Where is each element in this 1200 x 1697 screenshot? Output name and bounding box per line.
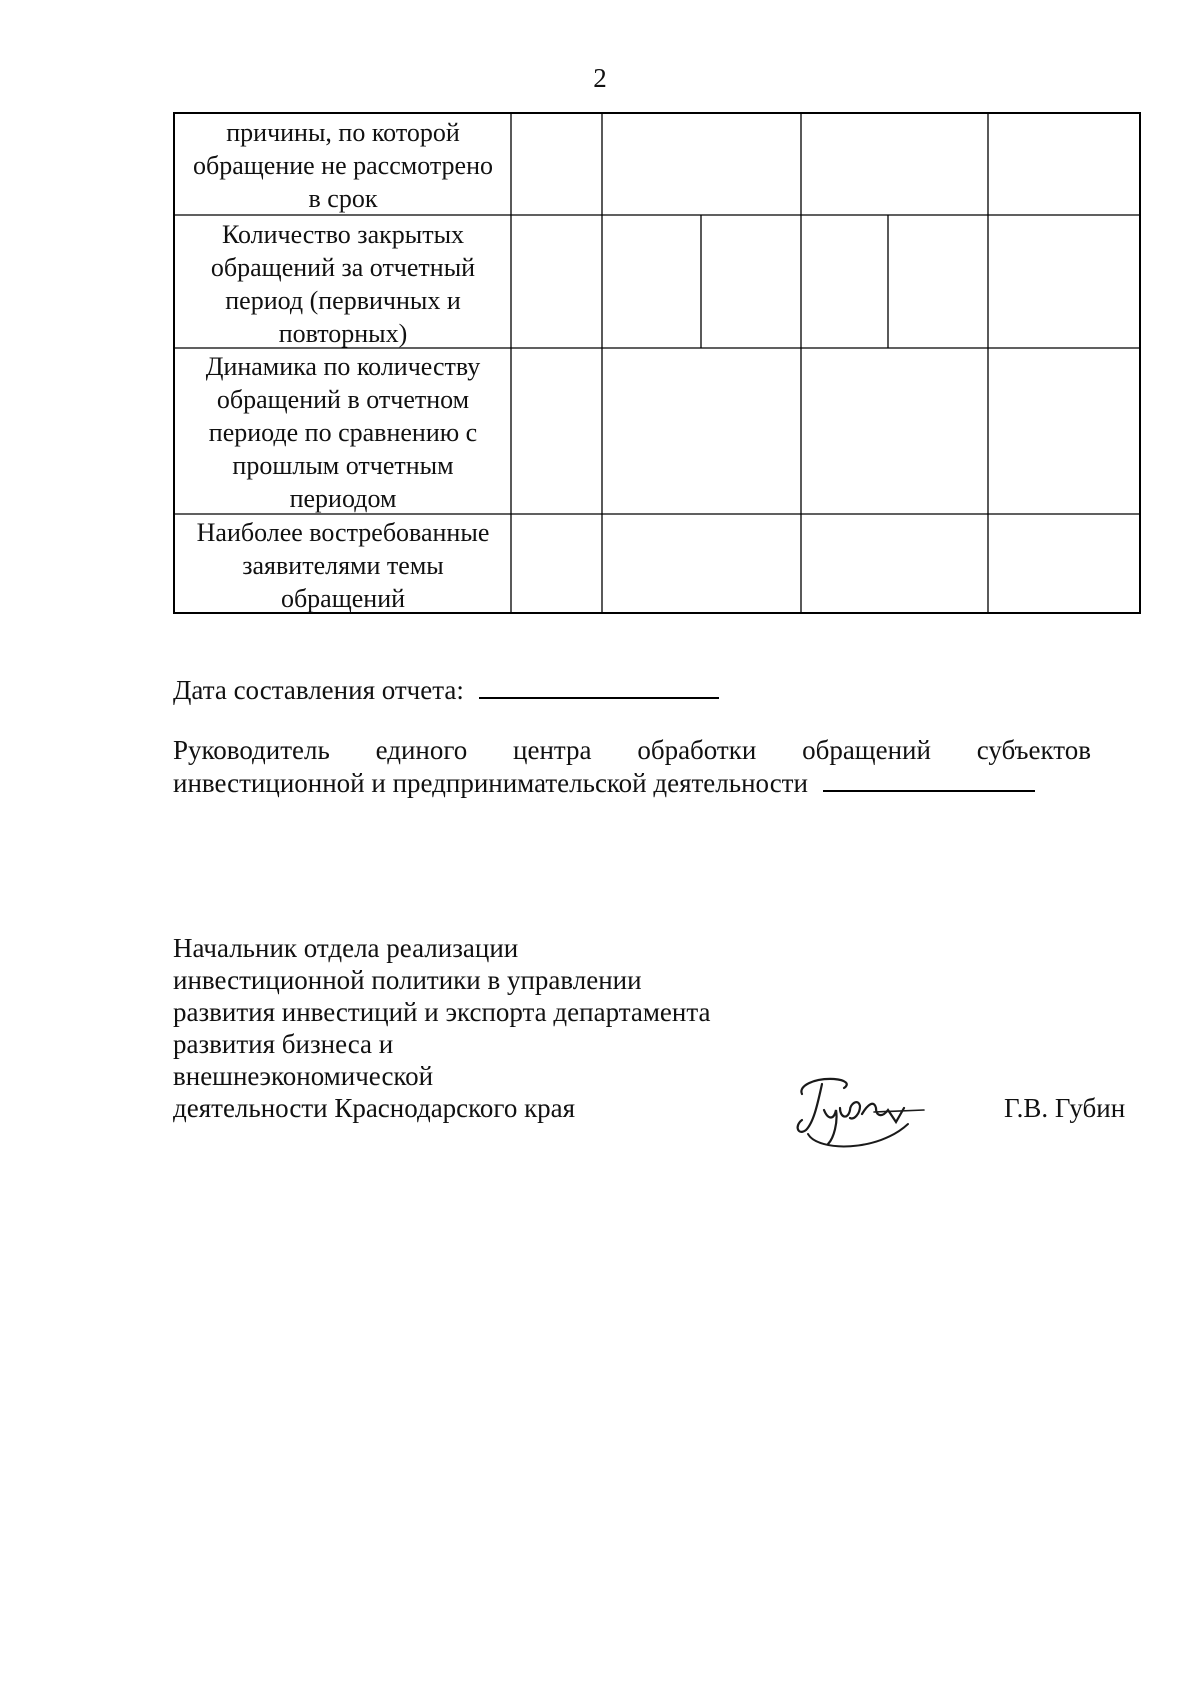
- head-word: обращений: [802, 735, 931, 765]
- report-date-line: [173, 674, 719, 707]
- head-of-center-line-1: [173, 734, 1091, 767]
- head-word: единого: [375, 735, 468, 765]
- table-row-label: Количество закрытых обращений за отчетный период (первичных и повторных): [210, 220, 476, 348]
- handwritten-signature-icon: [788, 1064, 938, 1159]
- table-row-label: Динамика по количеству обращений в отчетном периоде по сравнению с прошлым отчетным периодом: [205, 352, 481, 513]
- head-word: обработки: [637, 735, 757, 765]
- table-row-label: причины, по которой обращение не рассмотрено в срок: [192, 118, 493, 213]
- signatory-position: Начальник отдела реализации инвестиционной политики в управлении развития инвестиций и экспорта департамента развития бизнеса и внешнеэкономической деятельности Краснодарского края: [173, 933, 711, 1123]
- report-date-blank: [479, 697, 719, 699]
- head-word: Руководитель: [173, 735, 330, 765]
- head-of-center-text: инвестиционной и предпринимательской деятельности: [173, 768, 808, 798]
- head-of-center-line-2: [173, 767, 1035, 800]
- report-date-label: Дата составления отчета:: [173, 675, 464, 705]
- table-row-label: Наиболее востребованные заявителями темы обращений: [196, 518, 490, 613]
- head-word: центра: [513, 735, 592, 765]
- page-number: 2: [593, 63, 607, 93]
- signer-name: Г.В. Губин: [1004, 1093, 1126, 1123]
- head-of-center-signature-blank: [823, 790, 1035, 792]
- head-word: субъектов: [976, 735, 1091, 765]
